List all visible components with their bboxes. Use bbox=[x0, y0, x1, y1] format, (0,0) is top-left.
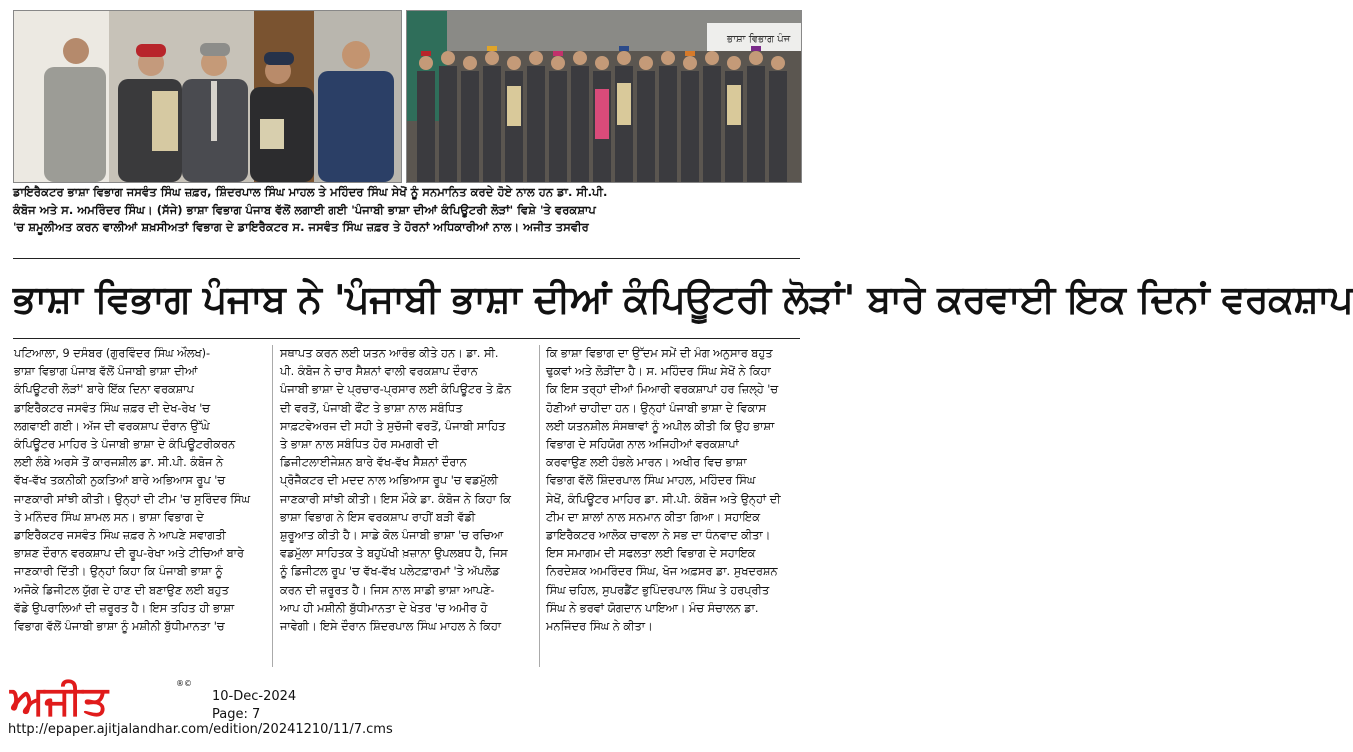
article-line: ਕਰਨ ਦੀ ਜ਼ਰੂਰਤ ਹੈ। ਜਿਸ ਨਾਲ ਸਾਡੀ ਭਾਸ਼ਾ ਆਪਣੇ- bbox=[280, 583, 495, 597]
article-line: ਜਾਣਕਾਰੀ ਸਾਂਝੀ ਕੀਤੀ। ਉਨ੍ਹਾਂ ਦੀ ਟੀਮ 'ਚ ਸੁਰਿੰਦਰ ਸਿੰਘ bbox=[14, 492, 250, 506]
article-line: ਅਜੋਕੇ ਡਿਜੀਟਲ ਯੁੱਗ ਦੇ ਹਾਣ ਦੀ ਬਣਾਉਣ ਲਈ ਬਹੁਤ bbox=[14, 583, 229, 597]
article-line: ਇਸ ਸਮਾਗਮ ਦੀ ਸਫਲਤਾ ਲਈ ਵਿਭਾਗ ਦੇ ਸਹਾਇਕ bbox=[546, 547, 756, 561]
logo-trademark: ®© bbox=[176, 679, 192, 688]
article-line: ਦੀ ਵਰਤੋਂ, ਪੰਜਾਬੀ ਫੌਂਟ ਤੇ ਭਾਸ਼ਾ ਨਾਲ ਸਬੰਧਿਤ bbox=[280, 401, 463, 415]
article-line: ਤੇ ਮਨਿੰਦਰ ਸਿੰਘ ਸ਼ਾਮਲ ਸਨ। ਭਾਸ਼ਾ ਵਿਭਾਗ ਦੇ bbox=[14, 510, 204, 524]
divider bbox=[13, 258, 800, 259]
article-line: ਪਟਿਆਲਾ, 9 ਦਸੰਬਰ (ਗੁਰਵਿੰਦਰ ਸਿੰਘ ਔਲਖ)- bbox=[14, 347, 211, 360]
article-line: ਕਿ ਇਸ ਤਰ੍ਹਾਂ ਦੀਆਂ ਮਿਆਰੀ ਵਰਕਸ਼ਾਪਾਂ ਹਰ ਜ਼ਿਲ੍ਹੇ 'ਚ bbox=[546, 383, 779, 397]
article-line: ਵੱਡੇ ਉਪਰਾਲਿਆਂ ਦੀ ਜ਼ਰੂਰਤ ਹੈ। ਇਸ ਤਹਿਤ ਹੀ ਭਾਸ਼ਾ bbox=[14, 601, 235, 615]
article-line: ਜਾਵੇਗੀ। ਇਸੇ ਦੌਰਾਨ ਸ਼ਿੰਦਰਪਾਲ ਸਿੰਘ ਮਾਹਲ ਨੇ ਕਿਹਾ bbox=[280, 620, 501, 634]
article-line: ਸਿੰਘ ਨੇ ਭਰਵਾਂ ਯੋਗਦਾਨ ਪਾਇਆ। ਮੰਚ ਸੰਚਾਲਨ ਡਾ. bbox=[546, 601, 759, 615]
headline: ਭਾਸ਼ਾ ਵਿਭਾਗ ਪੰਜਾਬ ਨੇ 'ਪੰਜਾਬੀ ਭਾਸ਼ਾ ਦੀਆਂ ਕੰਪਿਊਟਰੀ ਲੋੜਾਂ' ਬਾਰੇ ਕਰਵਾਈ ਇਕ ਦਿਨਾਂ ਵਰਕਸ਼ਾਪ bbox=[13, 277, 1353, 321]
article-line: ਪੀ. ਕੰਬੋਜ ਨੇ ਚਾਰ ਸੈਸ਼ਨਾਂ ਵਾਲੀ ਵਰਕਸ਼ਾਪ ਦੌਰਾਨ bbox=[280, 365, 478, 379]
photo-group bbox=[406, 10, 802, 183]
article-line: ਸਥਾਪਤ ਕਰਨ ਲਈ ਯਤਨ ਆਰੰਭ ਕੀਤੇ ਹਨ। ਡਾ. ਸੀ. bbox=[280, 347, 499, 360]
article-line: ਵਿਭਾਗ ਦੇ ਸਹਿਯੋਗ ਨਾਲ ਅਜਿਹੀਆਂ ਵਰਕਸ਼ਾਪਾਂ bbox=[546, 438, 739, 452]
article-line: ਪੰਜਾਬੀ ਭਾਸ਼ਾ ਦੇ ਪ੍ਰਚਾਰ-ਪ੍ਰਸਾਰ ਲਈ ਕੰਪਿਊਟਰ ਤੇ ਫ਼ੋਨ bbox=[280, 383, 511, 397]
article-line: ਆਪ ਹੀ ਮਸ਼ੀਨੀ ਬੁੱਧੀਮਾਨਤਾ ਦੇ ਖੇਤਰ 'ਚ ਅਮੀਰ ਹੋ bbox=[280, 601, 488, 615]
article-line: ਕੰਪਿਊਟਰੀ ਲੋੜਾਂ' ਬਾਰੇ ਇੱਕ ਦਿਨਾ ਵਰਕਸ਼ਾਪ bbox=[14, 383, 194, 397]
article-line: ਡਿਜੀਟਲਾਈਜੇਸ਼ਨ ਬਾਰੇ ਵੱਖ-ਵੱਖ ਸੈਸ਼ਨਾਂ ਦੌਰਾਨ bbox=[280, 456, 467, 470]
article-line: ਤੇ ਭਾਸ਼ਾ ਨਾਲ ਸਬੰਧਿਤ ਹੋਰ ਸਮਗਰੀ ਦੀ bbox=[280, 438, 439, 452]
column-separator bbox=[539, 345, 540, 667]
article-line: ਡਾਇਰੈਕਟਰ ਜਸਵੰਤ ਸਿੰਘ ਜ਼ਫ਼ਰ ਦੀ ਦੇਖ-ਰੇਖ 'ਚ bbox=[14, 401, 210, 415]
article-line: ਵੱਖ-ਵੱਖ ਤਕਨੀਕੀ ਨੁਕਤਿਆਂ ਬਾਰੇ ਅਭਿਆਸ ਰੂਪ 'ਚ bbox=[14, 474, 225, 488]
caption-line: ਡਾਇਰੈਕਟਰ ਭਾਸ਼ਾ ਵਿਭਾਗ ਜਸਵੰਤ ਸਿੰਘ ਜ਼ਫ਼ਰ, ਸ਼ਿੰਦਰਪਾਲ ਸਿੰਘ ਮਾਹਲ ਤੇ ਮਹਿੰਦਰ ਸਿੰਘ ਸੇਖੋਂ ਨੂੰ ਸਨਮਾਨਿਤ ਕਰਦੇ ਹੋਏ ਨਾਲ ਹਨ ਡਾ. ਸੀ.ਪੀ. bbox=[13, 185, 608, 199]
caption-line: ਕੰਬੋਜ ਅਤੇ ਸ. ਅਮਰਿੰਦਰ ਸਿੰਘ। (ਸੱਜੇ) ਭਾਸ਼ਾ ਵਿਭਾਗ ਪੰਜਾਬ ਵੱਲੋਂ ਲਗਾਈ ਗਈ 'ਪੰਜਾਬੀ ਭਾਸ਼ਾ ਦੀਆਂ ਕੰਪਿਊਟਰੀ ਲੋੜਾਂ' ਵਿਸ਼ੇ 'ਤੇ ਵਰਕਸ਼ਾਪ bbox=[13, 202, 596, 217]
edition-info bbox=[212, 688, 296, 724]
article-column-2 bbox=[280, 345, 533, 636]
article-line: ਡਾਇਰੈਕਟਰ ਜਸਵੰਤ ਸਿੰਘ ਜ਼ਫ਼ਰ ਨੇ ਆਪਣੇ ਸਵਾਗਤੀ bbox=[14, 529, 226, 543]
article-line: ਢੁਕਵਾਂ ਅਤੇ ਲੋੜੀਂਦਾ ਹੈ। ਸ. ਮਹਿੰਦਰ ਸਿੰਘ ਸੇਖੋਂ ਨੇ ਕਿਹਾ bbox=[546, 365, 771, 379]
ajit-logo bbox=[8, 676, 198, 724]
article-line: ਸਿੰਘ ਚਹਿਲ, ਸੁਪਰਡੈਂਟ ਭੁਪਿੰਦਰਪਾਲ ਸਿੰਘ ਤੇ ਹਰਪ੍ਰੀਤ bbox=[546, 583, 770, 597]
article-line: ਲਈ ਯਤਨਸ਼ੀਲ ਸੰਸਥਾਵਾਂ ਨੂੰ ਅਪੀਲ ਕੀਤੀ ਕਿ ਉਹ ਭਾਸ਼ਾ bbox=[546, 419, 775, 433]
article-line: ਭਾਸ਼ਾ ਵਿਭਾਗ ਪੰਜਾਬ ਵੱਲੋਂ ਪੰਜਾਬੀ ਭਾਸ਼ਾ ਦੀਆਂ bbox=[14, 365, 198, 379]
article-line: ਲਗਵਾਈ ਗਈ। ਅੱਜ ਦੀ ਵਰਕਸ਼ਾਪ ਦੌਰਾਨ ਉੱਘੇ bbox=[14, 419, 210, 433]
article-line: ਕੰਪਿਊਟਰ ਮਾਹਿਰ ਤੇ ਪੰਜਾਬੀ ਭਾਸ਼ਾ ਦੇ ਕੰਪਿਊਟਰੀਕਰਨ bbox=[14, 438, 236, 452]
article-line: ਸਾਫ਼ਟਵੇਅਰਜ ਦੀ ਸਹੀ ਤੇ ਸੁਚੱਜੀ ਵਰਤੋਂ, ਪੰਜਾਬੀ ਸਾਹਿਤ bbox=[280, 419, 506, 433]
article-line: ਜਾਣਕਾਰੀ ਦਿੱਤੀ। ਉਨ੍ਹਾਂ ਕਿਹਾ ਕਿ ਪੰਜਾਬੀ ਭਾਸ਼ਾ ਨੂੰ bbox=[14, 565, 223, 579]
article-line: ਨਿਰਦੇਸ਼ਕ ਅਮਰਿੰਦਰ ਸਿੰਘ, ਖੋਜ ਅਫ਼ਸਰ ਡਾ. ਸੁਖਦਰਸ਼ਨ bbox=[546, 565, 778, 579]
article-line: ਨੂੰ ਡਿਜੀਟਲ ਰੂਪ 'ਚ ਵੱਖ-ਵੱਖ ਪਲੇਟਫ਼ਾਰਮਾਂ 'ਤੇ ਅੱਪਲੋਡ bbox=[280, 565, 500, 579]
article-line: ਵਿਭਾਗ ਵੱਲੋਂ ਸ਼ਿੰਦਰਪਾਲ ਸਿੰਘ ਮਾਹਲ, ਮਹਿੰਦਰ ਸਿੰਘ bbox=[546, 474, 756, 488]
logo-text: ਅਜੀਤ bbox=[10, 678, 109, 724]
article-line: ਹੋਣੀਆਂ ਚਾਹੀਦਾ ਹਨ। ਉਨ੍ਹਾਂ ਪੰਜਾਬੀ ਭਾਸ਼ਾ ਦੇ ਵਿਕਾਸ bbox=[546, 401, 766, 415]
article-line: ਵਡਮੁੱਲਾ ਸਾਹਿਤਕ ਤੇ ਬਹੁਪੱਖੀ ਖ਼ਜ਼ਾਨਾ ਉਪਲਬਧ ਹੈ, ਜਿਸ bbox=[280, 547, 508, 561]
article-line: ਜਾਣਕਾਰੀ ਸਾਂਝੀ ਕੀਤੀ। ਇਸ ਮੌਕੇ ਡਾ. ਕੰਬੋਜ ਨੇ ਕਿਹਾ ਕਿ bbox=[280, 492, 511, 506]
article-line: ਮਨਜਿੰਦਰ ਸਿੰਘ ਨੇ ਕੀਤਾ। bbox=[546, 620, 653, 634]
article-line: ਭਾਸ਼ਣ ਦੌਰਾਨ ਵਰਕਸ਼ਾਪ ਦੀ ਰੂਪ-ਰੇਖਾ ਅਤੇ ਟੀਚਿਆਂ ਬਾਰੇ bbox=[14, 547, 244, 561]
caption-line: 'ਚ ਸ਼ਮੂਲੀਅਤ ਕਰਨ ਵਾਲੀਆਂ ਸ਼ਖ਼ਸੀਅਤਾਂ ਵਿਭਾਗ ਦੇ ਡਾਇਰੈਕਟਰ ਸ. ਜਸਵੰਤ ਸਿੰਘ ਜ਼ਫ਼ਰ ਤੇ ਹੋਰਨਾਂ ਅਧਿਕਾਰੀਆਂ ਨਾਲ। ਅਜੀਤ ਤਸਵੀਰ bbox=[13, 220, 589, 235]
article-column-1 bbox=[14, 345, 267, 636]
article-line: ਡਾਇਰੈਕਟਰ ਆਲੋਕ ਚਾਵਲਾ ਨੇ ਸਭ ਦਾ ਧੰਨਵਾਦ ਕੀਤਾ। bbox=[546, 529, 771, 543]
article-line: ਸੇਖੋਂ, ਕੰਪਿਊਟਰ ਮਾਹਿਰ ਡਾ. ਸੀ.ਪੀ. ਕੰਬੋਜ ਅਤੇ ਉਨ੍ਹਾਂ ਦੀ bbox=[546, 492, 781, 506]
article-line: ਸ਼ੁਰੂਆਤ ਕੀਤੀ ਹੈ। ਸਾਡੇ ਕੋਲ ਪੰਜਾਬੀ ਭਾਸ਼ਾ 'ਚ ਰਚਿਆ bbox=[280, 529, 504, 543]
article-line: ਕਰਵਾਉਣ ਲਈ ਹੰਭਲੇ ਮਾਰਨ। ਅਖੀਰ ਵਿਚ ਭਾਸ਼ਾ bbox=[546, 456, 747, 470]
banner-text: ਭਾਸ਼ਾ ਵਿਭਾਗ ਪੰਜ bbox=[727, 34, 791, 45]
divider bbox=[13, 338, 800, 339]
article-line: ਵਿਭਾਗ ਵੱਲੋਂ ਪੰਜਾਬੀ ਭਾਸ਼ਾ ਨੂੰ ਮਸ਼ੀਨੀ ਬੁੱਧੀਮਾਨਤਾ 'ਚ bbox=[14, 620, 225, 634]
article-line: ਲਈ ਲੰਬੇ ਅਰਸੇ ਤੋਂ ਕਾਰਜਸ਼ੀਲ ਡਾ. ਸੀ.ਪੀ. ਕੰਬੋਜ ਨੇ bbox=[14, 456, 224, 470]
edition-page: Page: 7 bbox=[212, 707, 261, 722]
source-url[interactable]: http://epaper.ajitjalandhar.com/edition/20241210/11/7.cms bbox=[8, 722, 393, 737]
article-line: ਟੀਮ ਦਾ ਸ਼ਾਲਾਂ ਨਾਲ ਸਨਮਾਨ ਕੀਤਾ ਗਿਆ। ਸਹਾਇਕ bbox=[546, 510, 760, 524]
photo-caption bbox=[13, 184, 800, 237]
column-separator bbox=[272, 345, 273, 667]
article-line: ਭਾਸ਼ਾ ਵਿਭਾਗ ਨੇ ਇਸ ਵਰਕਸ਼ਾਪ ਰਾਹੀਂ ਬੜੀ ਵੱਡੀ bbox=[280, 510, 476, 524]
article-line: ਪ੍ਰੋਜੈਕਟਰ ਦੀ ਮਦਦ ਨਾਲ ਅਭਿਆਸ ਰੂਪ 'ਚ ਵਡਮੁੱਲੀ bbox=[280, 474, 498, 488]
photo-award-presentation bbox=[13, 10, 402, 183]
article-column-3 bbox=[546, 345, 799, 636]
article-line: ਕਿ ਭਾਸ਼ਾ ਵਿਭਾਗ ਦਾ ਉੱਦਮ ਸਮੇਂ ਦੀ ਮੰਗ ਅਨੁਸਾਰ ਬਹੁਤ bbox=[546, 347, 773, 360]
edition-date: 10-Dec-2024 bbox=[212, 689, 297, 704]
